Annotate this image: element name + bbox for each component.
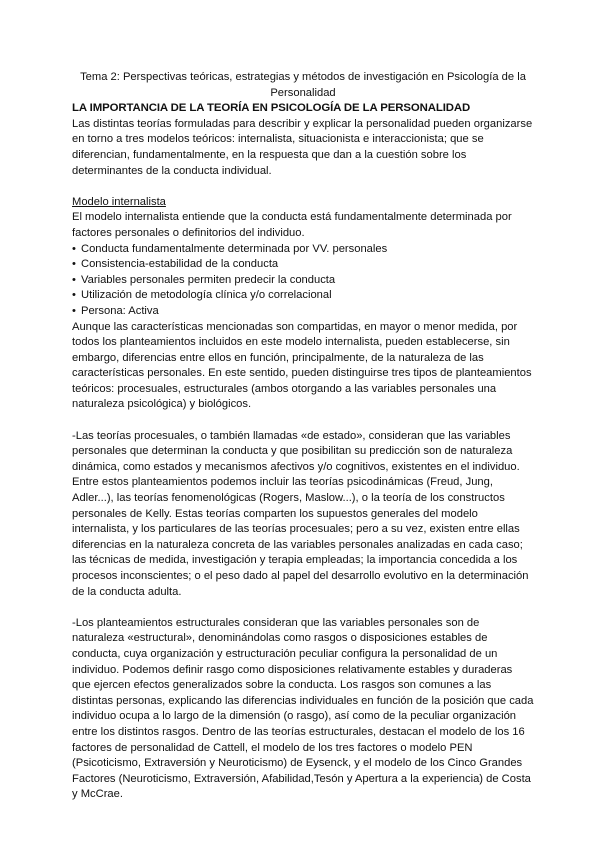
spacer [72,413,534,429]
bullet-icon: • [72,242,76,255]
list-item [72,304,534,320]
body-paragraph: -Las teorías procesuales, o también llamadas «de estado», consideran que las variables personales que determinan la conducta y que posibilitan su predicción son de naturaleza dinámica, como estados y mecanismos afectivos y/o cognitivos, existentes en el individuo. Entre estos planteamientos podemos incluir las teorías psicodinámicas (Freud, Jung, Adler...), las teorías fenomenológicas (Rogers, Maslow...), o la teoría de los constructos personales de Kelly. Estas teorías comparten los supuestos generales del modelo internalista, y los particulares de las teorías procesuales; pero a su vez, existen entre ellas diferencias en la naturaleza concreta de las variables personales analizadas en cada caso; las técnicas de medida, investigación y terapia empleadas; la importancia concedida a los procesos inconscientes; o el peso dado al papel del desarrollo evolutivo en la determinación de la conducta adulta. [72,429,529,598]
list-item [72,273,534,289]
list-item-text: Consistencia-estabilidad de la conducta [81,258,279,271]
list-item [72,288,534,304]
bullet-icon: • [72,273,76,286]
bullet-icon: • [72,289,76,302]
body-paragraph: Aunque las características mencionadas son compartidas, en mayor o menor medida, por todos los planteamientos incluidos en este modelo internalista, pueden establecerse, sin embargo, diferencias entre ellos en función, principalmente, de la naturaleza de las características personales. En este sentido, pueden distinguirse tres tipos de planteamientos teóricos: procesuales, estructurales (ambos otorgando a las variables personales una naturaleza psicológica) y biológicos. [72,320,532,411]
subsection-title: Modelo internalista [72,195,166,208]
list-item-text: Utilización de metodología clínica y/o correlacional [81,289,332,302]
list-item-text: Variables personales permiten predecir la conducta [81,273,336,286]
section-heading: LA IMPORTANCIA DE LA TEORÍA EN PSICOLOGÍA DE LA PERSONALIDAD [72,102,471,115]
list-item [72,257,534,273]
subsection-intro: El modelo internalista entiende que la conducta está fundamentalmente determinada por factores personales o definitorios del individuo. [72,211,512,239]
intro-paragraph: Las distintas teorías formuladas para describir y explicar la personalidad pueden organizarse en torno a tres modelos teóricos: internalista, situacionista e interaccionista; que se diferencian, fundamentalmente, en la respuesta que dan a la cuestión sobre los determinantes de la conducta individual. [72,117,533,177]
feature-list [72,242,534,320]
document-title: Tema 2: Perspectivas teóricas, estrategias y métodos de investigación en Psicología de la Personalidad [80,71,526,99]
spacer [72,600,534,616]
spacer [72,179,534,195]
body-paragraph: -Los planteamientos estructurales consideran que las variables personales son de naturaleza «estructural», denominándolas como rasgos o disposiciones estables de conducta, cuya organización y estructuración peculiar configura la personalidad de un individuo. Podemos definir rasgo como disposiciones relativamente estables y duraderas que ejercen efectos generalizados sobre la conducta. Los rasgos son comunes a las distintas personas, explicando las diferencias individuales en función de la posición que cada individuo ocupa a lo largo de la dimensión (o rasgo), así como de la peculiar organización entre los distintos rasgos. Dentro de las teorías estructurales, destacan el modelo de los 16 factores de personalidad de Cattell, el modelo de los tres factores o modelo PEN (Psicoticismo, Extraversión y Neuroticismo) de Eysenck, y el modelo de los Cinco Grandes Factores (Neuroticismo, Extraversión, Afabilidad,Tesón y Apertura a la experiencia) de Costa y McCrae. [72,616,534,801]
bullet-icon: • [72,258,76,271]
document-body [72,70,534,803]
list-item-text: Conducta fundamentalmente determinada por VV. personales [81,242,388,255]
bullet-icon: • [72,304,76,317]
list-item-text: Persona: Activa [81,304,159,317]
list-item [72,242,534,258]
